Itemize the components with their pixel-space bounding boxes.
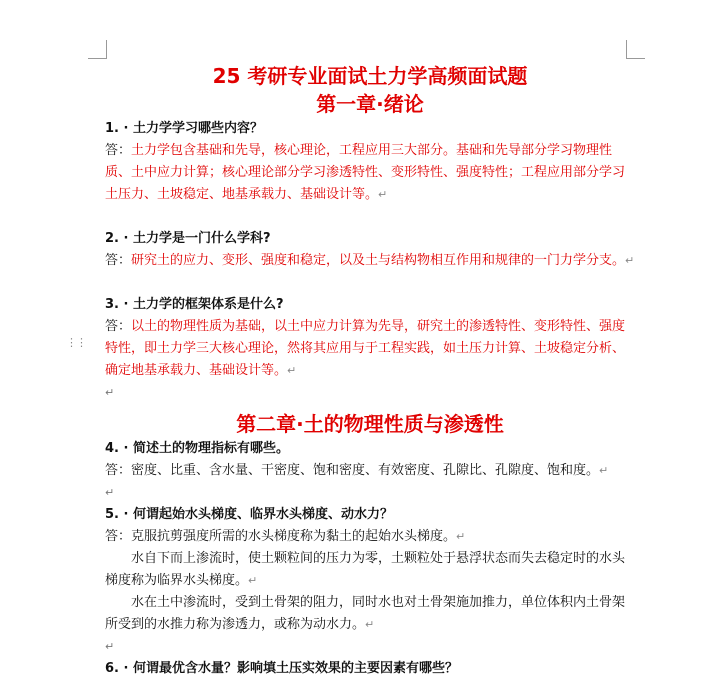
question-4: 4. · 简述土的物理指标有哪些。 — [105, 441, 289, 456]
question-1: 1. · 土力学学习哪些内容？ — [105, 121, 263, 136]
paragraph-mark: ↵ — [105, 486, 115, 499]
question-2: 2. · 土力学是一门什么学科? — [105, 231, 271, 246]
answer-5-p3: 水在土中渗流时，受到土骨架的阻力，同时水也对土骨架施加推力，单位体积内土骨架所受到的水推力称为渗透力，或称为动水力。↵ — [105, 595, 626, 632]
question-3: 3. · 土力学的框架体系是什么? — [105, 297, 284, 312]
answer-text: 水自下而上渗流时，使土颗粒间的压力为零，土颗粒处于悬浮状态而失去稳定时的水头梯度称为临界水头梯度。 — [105, 551, 626, 588]
chapter-heading-1: 第一章·绪论 — [316, 92, 424, 116]
question-5: 5. · 何谓起始水头梯度、临界水头梯度、动水力？ — [105, 507, 393, 522]
question-6: 6. · 何谓最优含水量？影响填土压实效果的主要因素有哪些？ — [105, 661, 458, 676]
drag-handle-icon[interactable]: ⋮⋮ — [66, 336, 86, 349]
answer-2: 答：研究土的应力、变形、强度和稳定，以及土与结构物相互作用和规律的一门力学分支。↵ — [105, 253, 635, 268]
paragraph-mark — [105, 272, 635, 294]
answer-text: 密度、比重、含水量、干密度、饱和密度、有效密度、孔隙比、孔隙度、饱和度。 — [131, 463, 600, 478]
answer-label: 答： — [105, 463, 132, 478]
paragraph-mark: ↵ — [105, 640, 115, 653]
document-title: 25 考研专业面试土力学高频面试题 — [212, 64, 528, 88]
answer-label: 答： — [105, 319, 132, 334]
answer-5-p2: 水自下而上渗流时，使土颗粒间的压力为零，土颗粒处于悬浮状态而失去稳定时的水头梯度称为临界水头梯度。↵ — [105, 551, 626, 588]
paragraph-mark — [105, 206, 635, 228]
answer-label: 答： — [105, 529, 132, 544]
answer-3: 答：以土的物理性质为基础，以土中应力计算为先导，研究土的渗透特性、变形特性、强度特性，即土力学三大核心理论，然将其应用与于工程实践，如土压力计算、土坡稳定分析、确定地基承载力、基础设计等。↵ — [105, 319, 626, 378]
page-corner-mark-top-left — [88, 40, 107, 59]
paragraph-mark: ↵ — [105, 386, 115, 399]
answer-label: 答： — [105, 253, 132, 268]
answer-text: 水在土中渗流时，受到土骨架的阻力，同时水也对土骨架施加推力，单位体积内土骨架所受到的水推力称为渗透力，或称为动水力。 — [105, 595, 626, 632]
document-page — [105, 58, 635, 680]
answer-text: 以土的物理性质为基础，以土中应力计算为先导，研究土的渗透特性、变形特性、强度特性，即土力学三大核心理论，然将其应用与于工程实践，如土压力计算、土坡稳定分析、确定地基承载力、基础设计等。 — [105, 319, 626, 378]
page-corner-mark-top-right — [626, 40, 645, 59]
answer-text: 研究土的应力、变形、强度和稳定，以及土与结构物相互作用和规律的一门力学分支。 — [131, 253, 626, 268]
answer-label: 答： — [105, 143, 132, 158]
answer-1: 答：土力学包含基础和先导，核心理论，工程应用三大部分。基础和先导部分学习物理性质、土中应力计算；核心理论部分学习渗透特性、变形特性、强度特性；工程应用部分学习土压力、土坡稳定、地基承载力、基础设计等。↵ — [105, 143, 626, 202]
answer-text: 克服抗剪强度所需的水头梯度称为黏土的起始水头梯度。 — [131, 529, 457, 544]
chapter-heading-2: 第二章·土的物理性质与渗透性 — [236, 412, 504, 436]
answer-text: 土力学包含基础和先导，核心理论，工程应用三大部分。基础和先导部分学习物理性质、土中应力计算；核心理论部分学习渗透特性、变形特性、强度特性；工程应用部分学习土压力、土坡稳定、地基承载力、基础设计等。 — [105, 143, 626, 202]
answer-5-p1: 答：克服抗剪强度所需的水头梯度称为黏土的起始水头梯度。↵ — [105, 529, 466, 544]
answer-4: 答：密度、比重、含水量、干密度、饱和密度、有效密度、孔隙比、孔隙度、饱和度。↵ — [105, 463, 609, 478]
